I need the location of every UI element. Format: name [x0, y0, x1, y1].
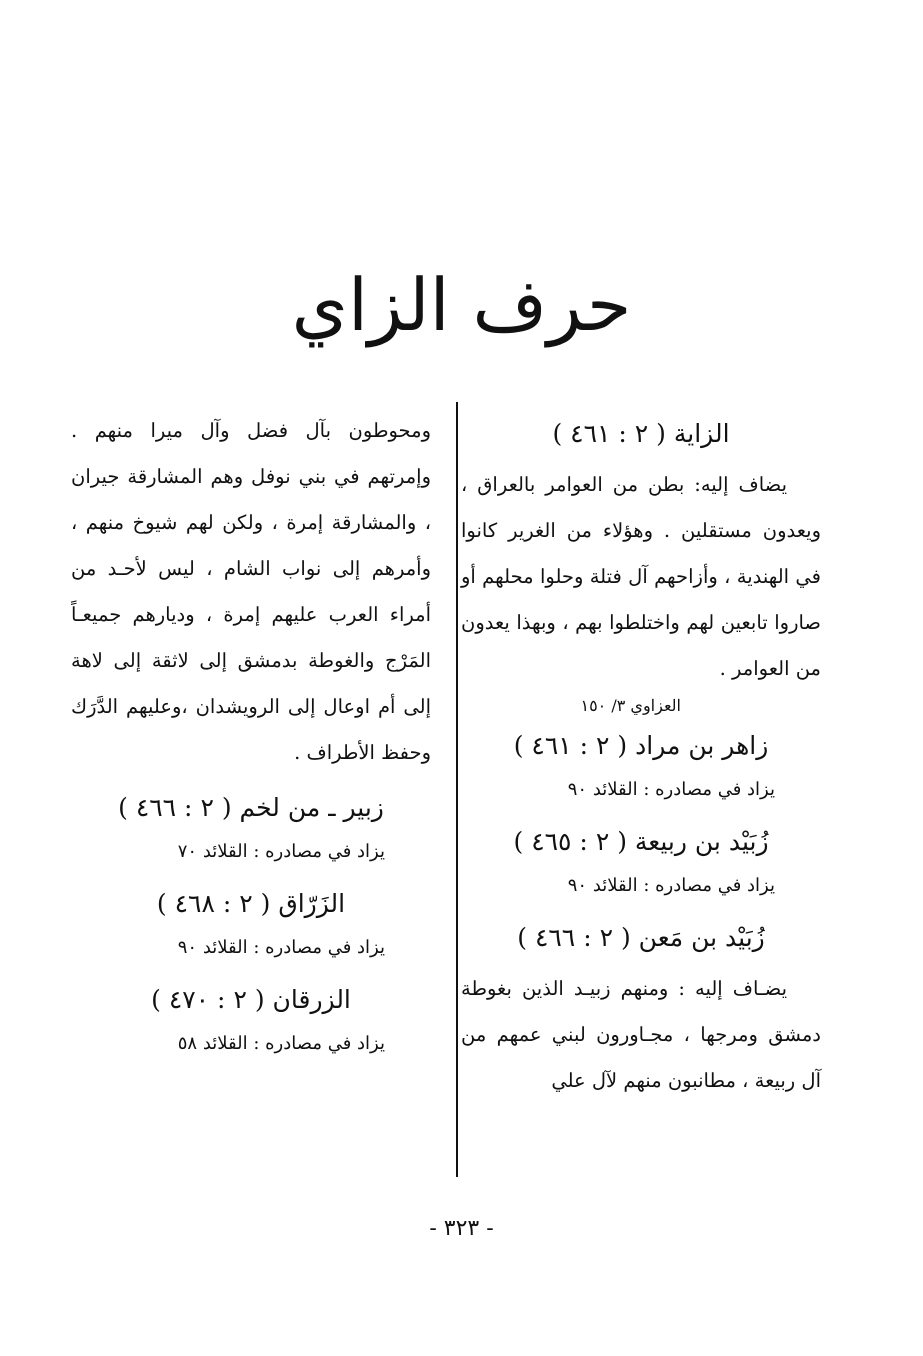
entry-source: يزاد في مصادره : القلائد ٩٠	[567, 779, 775, 800]
entry-source: يزاد في مصادره : القلائد ٩٠	[567, 875, 775, 896]
entry-paragraph: يضـاف إليه : ومنهم زبيـد الذين بغوطة دمشق ومرجها ، مجـاورون لبني عمهم من آل ربيعة ، مطانبون منهم لآل علي	[461, 977, 821, 1092]
entry-heading: الزَرّاق ( ٢ : ٤٦٨ )	[156, 889, 346, 918]
entry-paragraph: يضاف إليه: بطن من العوامر بالعراق ، ويعدون مستقلين . وهؤلاء من الغرير كانوا في الهندية ، وأزاحهم آل فتلة وحلوا محلهم أو صاروا تابعين لهم واختلطوا بهم ، وبهذا يعدون من العوامر .	[461, 473, 821, 680]
page-number: - ٣٢٣ -	[429, 1216, 494, 1241]
entry-source: يزاد في مصادره : القلائد ٥٨	[177, 1033, 385, 1054]
entry-reference: العزاوي ٣/ ١٥٠	[580, 696, 681, 715]
page-title: حرف الزاي	[291, 263, 632, 347]
entry-heading: زُبَيْد بن مَعن ( ٢ : ٤٦٦ )	[517, 923, 765, 952]
right-column	[461, 408, 821, 1104]
entry-heading: الزرقان ( ٢ : ٤٧٠ )	[151, 985, 351, 1014]
entry-source: يزاد في مصادره : القلائد ٧٠	[177, 841, 385, 862]
entry-source: يزاد في مصادره : القلائد ٩٠	[177, 937, 385, 958]
entry-heading: زاهر بن مراد ( ٢ : ٤٦١ )	[513, 731, 769, 760]
column-divider	[456, 402, 458, 1177]
entry-heading: زبير ـ من لخم ( ٢ : ٤٦٦ )	[118, 793, 384, 822]
continuation-paragraph: ومحوطون بآل فضل وآل ميرا منهم . وإمرتهم في بني نوفل وهم المشارقة جيران ، والمشارقة إمرة ، ولكن لهم شيوخ منهم ، وأمرهم إلى نواب الشام ، ليس لأحـد من أمراء العرب عليهم إمرة ، وديارهم جميعـاً المَرْج والغوطة بدمشق إلى لاثقة إلى لاهة إلى أم اوعال إلى الرويشدان ،وعليهم الدَّرَك وحفظ الأطراف .	[71, 419, 431, 764]
left-column	[71, 408, 431, 1078]
entry-heading: الزاية ( ٢ : ٤٦١ )	[552, 419, 730, 448]
entry-heading: زُبَيْد بن ربيعة ( ٢ : ٤٦٥ )	[513, 827, 769, 856]
